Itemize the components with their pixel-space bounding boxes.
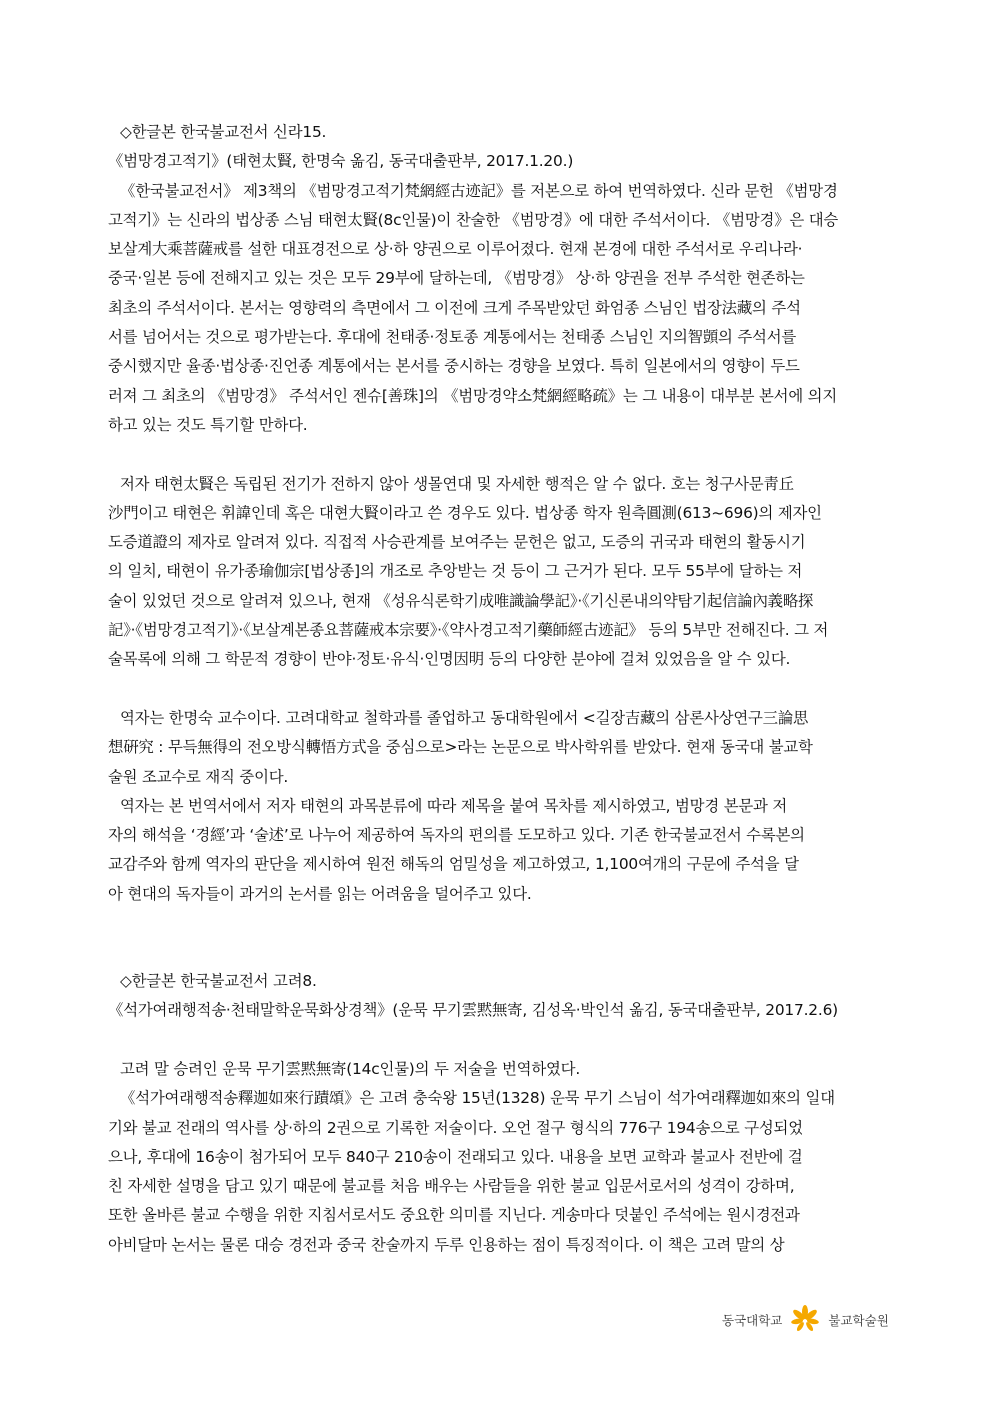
paragraph-line: 술이 있었던 것으로 알려져 있으나, 현재 《성유식론학기成唯識論學記》·《기신론내의약탐기起信論內義略探	[108, 591, 814, 610]
lotus-logo-icon	[788, 1305, 822, 1335]
paragraph-line: 도증道證의 제자로 알려져 있다. 직접적 사승관계를 보여주는 문헌은 없고, 도증의 귀국과 태현의 활동시기	[108, 533, 806, 552]
footer-university-name: 동국대학교	[722, 1313, 783, 1328]
paragraph-line: 서를 넘어서는 것으로 평가받는다. 후대에 천태종·정토종 계통에서는 천태종 스님인 지의智顗의 주석서를	[108, 328, 797, 347]
footer-institute-name: 불교학술원	[828, 1313, 889, 1328]
book-title-line: 《범망경고적기》(태현太賢, 한명숙 옮김, 동국대출판부, 2017.1.20.)	[108, 152, 574, 171]
paragraph-line: 《한국불교전서》 제3책의 《범망경고적기梵網經古迹記》를 저본으로 하여 번역하였다. 신라 문헌 《범망경	[120, 181, 838, 200]
paragraph-line: 술원 조교수로 재직 중이다.	[108, 767, 289, 786]
paragraph-line: 고적기》는 신라의 법상종 스님 태현太賢(8c인물)이 찬술한 《범망경》에 대한 주석서이다. 《범망경》은 대승	[108, 210, 839, 229]
paragraph-line: 친 자세한 설명을 담고 있기 때문에 불교를 처음 배우는 사람들을 위한 불교 입문서로서의 성격이 강하며,	[108, 1177, 795, 1196]
paragraph-line: 沙門이고 태현은 휘諱인데 혹은 대현大賢이라고 쓴 경우도 있다. 법상종 학자 원측圓測(613~696)의 제자인	[108, 503, 822, 522]
paragraph-line: 저자 태현太賢은 독립된 전기가 전하지 않아 생몰연대 및 자세한 행적은 알 수 없다. 호는 청구사문靑丘	[120, 474, 794, 493]
paragraph-line: 記》·《범망경고적기》·《보살계본종요菩薩戒本宗要》·《약사경고적기藥師經古迹記》 등의 5부만 전해진다. 그 저	[108, 621, 829, 640]
paragraph-line: 자의 해석을 ‘경經’과 ‘술述’로 나누어 제공하여 독자의 편의를 도모하고 있다. 기존 한국불교전서 수록본의	[108, 826, 805, 845]
paragraph-line: 고려 말 승려인 운묵 무기雲黙無寄(14c인물)의 두 저술을 번역하였다.	[120, 1059, 581, 1078]
paragraph-line: 또한 올바른 불교 수행을 위한 지침서로서도 중요한 의미를 지닌다. 게송마다 덧붙인 주석에는 원시경전과	[108, 1206, 800, 1225]
paragraph-line: 러져 그 최초의 《범망경》 주석서인 젠슈[善珠]의 《범망경약소梵網經略疏》는 그 내용이 대부분 본서에 의지	[108, 386, 838, 405]
paragraph-line: 중시했지만 율종·법상종·진언종 계통에서는 본서를 중시하는 경향을 보였다. 특히 일본에서의 영향이 두드	[108, 357, 800, 376]
paragraph-line: 역자는 한명숙 교수이다. 고려대학교 철학과를 졸업하고 동대학원에서 <길장吉藏의 삼론사상연구三論思	[120, 708, 809, 727]
paragraph-line: 하고 있는 것도 특기할 만하다.	[108, 415, 308, 434]
paragraph-line: 의 일치, 태현이 유가종瑜伽宗[법상종]의 개조로 추앙받는 것 등이 그 근거가 된다. 모두 55부에 달하는 저	[108, 562, 803, 581]
document-body	[108, 118, 898, 1260]
paragraph-line: 교감주와 함께 역자의 판단을 제시하여 원전 해독의 엄밀성을 제고하였고, 1,100여개의 구문에 주석을 달	[108, 855, 799, 874]
paragraph-line: 기와 불교 전래의 역사를 상·하의 2권으로 기록한 저술이다. 오언 절구 형식의 776구 194송으로 구성되었	[108, 1118, 803, 1137]
paragraph-line: 으나, 후대에 16송이 첨가되어 모두 840구 210송이 전래되고 있다. 내용을 보면 교학과 불교사 전반에 걸	[108, 1147, 803, 1166]
paragraph-line: 아 현대의 독자들이 과거의 논서를 읽는 어려움을 덜어주고 있다.	[108, 884, 532, 903]
paragraph-line: 想硏究 : 무득無得의 전오방식轉悟方式을 중심으로>라는 논문으로 박사학위를 받았다. 현재 동국대 불교학	[108, 738, 813, 757]
section-heading: ◇한글본 한국불교전서 고려8.	[120, 972, 317, 991]
paragraph-line: 보살계大乘菩薩戒를 설한 대표경전으로 상·하 양권으로 이루어졌다. 현재 본경에 대한 주석서로 우리나라·	[108, 240, 803, 259]
footer-logo	[722, 1305, 902, 1335]
paragraph-line: 최초의 주석서이다. 본서는 영향력의 측면에서 그 이전에 크게 주목받았던 화엄종 스님인 법장法藏의 주석	[108, 298, 801, 317]
paragraph-line: 중국·일본 등에 전해지고 있는 것은 모두 29부에 달하는데, 《범망경》 상·하 양권을 전부 주석한 현존하는	[108, 269, 805, 288]
paragraph-line: 《석가여래행적송釋迦如來行蹟頌》은 고려 충숙왕 15년(1328) 운묵 무기 스님이 석가여래釋迦如來의 일대	[120, 1089, 835, 1108]
section-heading: ◇한글본 한국불교전서 신라15.	[120, 123, 327, 141]
book-title-line: 《석가여래행적송·천태말학운묵화상경책》(운묵 무기雲黙無寄, 김성옥·박인석 옮김, 동국대출판부, 2017.2.6)	[108, 1001, 838, 1020]
paragraph-line: 역자는 본 번역서에서 저자 태현의 과목분류에 따라 제목을 붙여 목차를 제시하였고, 범망경 본문과 저	[120, 796, 788, 815]
paragraph-line: 술목록에 의해 그 학문적 경향이 반야·정토·유식·인명因明 등의 다양한 분야에 걸쳐 있었음을 알 수 있다.	[108, 650, 791, 669]
paragraph-line: 아비달마 논서는 물론 대승 경전과 중국 찬술까지 두루 인용하는 점이 특징적이다. 이 책은 고려 말의 상	[108, 1235, 785, 1254]
